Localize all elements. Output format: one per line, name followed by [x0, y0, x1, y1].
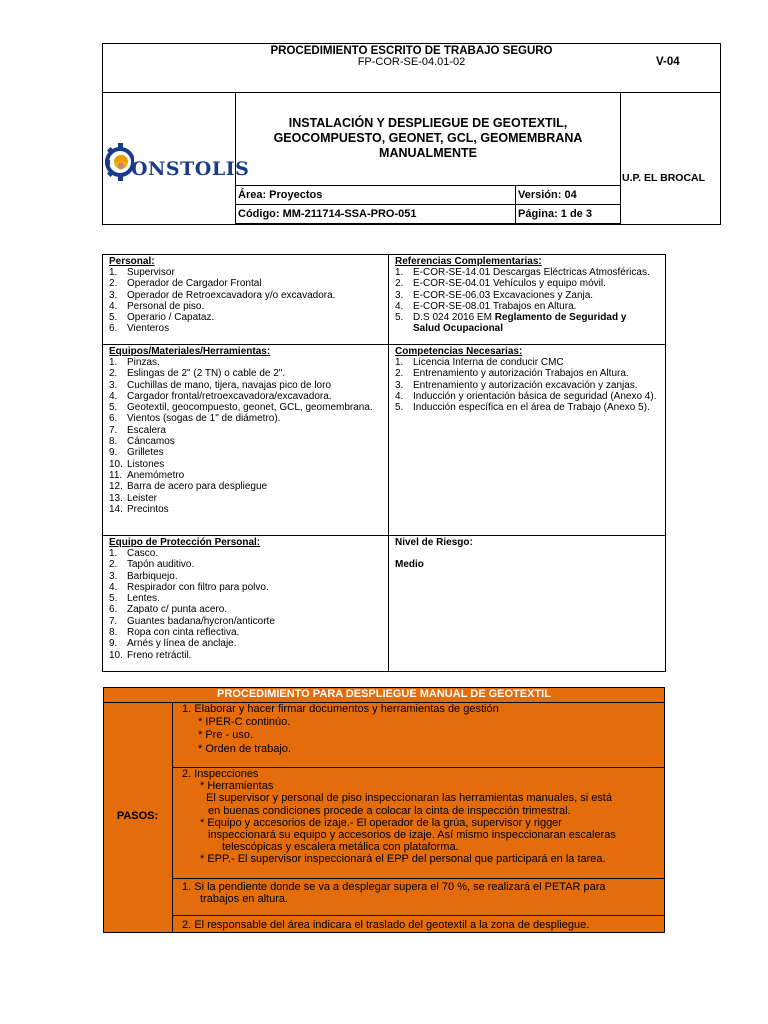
item-text: E-COR-SE-06.03 Excavaciones y Zanja. [413, 289, 594, 301]
item-text: Cuchillas de mano, tijera, navajas pico de loro [127, 379, 331, 391]
list-item [109, 470, 383, 481]
item-text: Listones [127, 458, 165, 470]
equipment-heading: Equipos/Materiales/Herramientas: [109, 346, 271, 357]
item-text: Barbiquejo. [127, 570, 178, 582]
item-number: 1. [395, 267, 404, 278]
item-text: Arnés y línea de anclaje. [127, 638, 237, 650]
item-number: 1. [109, 267, 118, 278]
personal-heading: Personal: [109, 256, 155, 267]
list-item [109, 459, 383, 470]
item-text: Precintos [127, 503, 169, 515]
item-text: Personal de piso. [127, 300, 205, 312]
item-text: Grilletes [127, 447, 164, 459]
references-list [395, 267, 659, 312]
list-item [395, 368, 659, 379]
item-number: 2. [109, 559, 118, 571]
area-label: Área: Proyectos [238, 189, 323, 201]
ppe-section [109, 537, 383, 661]
item-number: 9. [109, 447, 118, 459]
item-number: 11. [109, 469, 123, 481]
list-item [109, 380, 383, 391]
item-number: 5. [109, 593, 118, 605]
title-line: MANUALMENTE [379, 146, 477, 160]
risk-value: Medio [395, 559, 424, 570]
risk-section [395, 537, 659, 570]
item-text: Respirador con filtro para polvo. [127, 581, 269, 593]
step-line: 2. Inspecciones [182, 768, 259, 780]
list-item [395, 391, 659, 402]
references-heading: Referencias Complementarias: [395, 256, 542, 267]
item-text: Ropa con cinta reflectiva. [127, 627, 240, 639]
list-item [109, 436, 383, 447]
item-text: Eslingas de 2" (2 TN) o cable de 2". [127, 368, 286, 380]
list-item [109, 604, 383, 615]
list-item [395, 290, 659, 301]
list-item [109, 493, 383, 504]
item-number: 1. [109, 357, 118, 368]
list-item [395, 301, 659, 312]
list-item [109, 402, 383, 413]
item-number: 4. [109, 581, 118, 593]
list-item [109, 616, 383, 627]
list-item [109, 582, 383, 593]
header-divider [102, 92, 721, 93]
item-number: 5. [109, 312, 118, 324]
item-number: 14. [109, 503, 123, 515]
item-text: E-COR-SE-08.01 Trabajos en Altura. [413, 300, 577, 312]
unit-label: U.P. EL BROCAL [622, 172, 706, 184]
competencies-section [395, 346, 659, 413]
item-text: Operador de Cargador Frontal [127, 278, 262, 290]
info-row-divider [102, 344, 666, 345]
form-version: V-04 [656, 56, 680, 68]
item-number: 2. [395, 278, 404, 290]
step-line: 2. El responsable del área indicara el traslado del geotextil a la zona de despliegue. [182, 919, 590, 931]
step-divider [172, 915, 665, 916]
item-text [413, 312, 659, 335]
references-list-item5 [395, 312, 659, 335]
list-item [109, 627, 383, 638]
item-number: 10. [109, 458, 123, 470]
step-transport [182, 919, 662, 931]
list-item [109, 548, 383, 559]
item-text: Supervisor [127, 267, 175, 278]
competencies-heading: Competencias Necesarias: [395, 346, 523, 357]
ppe-list [109, 548, 383, 661]
step-line: * Orden de trabajo. [198, 742, 291, 755]
list-item [109, 278, 385, 289]
item-text: Operador de Retroexcavadora y/o excavadora. [127, 289, 336, 301]
item-number: 8. [109, 436, 118, 448]
item-number: 7. [109, 615, 118, 627]
pasos-label: PASOS: [116, 810, 159, 822]
list-item [109, 357, 383, 368]
title-line: INSTALACIÓN Y DESPLIEGUE DE GEOTEXTIL, [288, 116, 568, 130]
pasos-col-divider [172, 702, 173, 933]
company-logo [104, 140, 250, 186]
item-number: 2. [109, 368, 118, 380]
item-number: 4. [109, 390, 118, 402]
equipment-section [109, 346, 383, 515]
item-number: 5. [109, 402, 118, 414]
item-text: Escalera [127, 424, 166, 436]
item-text-prefix: D.S 024 2016 EM [413, 312, 492, 324]
list-item [109, 593, 383, 604]
equipment-list [109, 357, 383, 515]
step-documents [182, 703, 662, 755]
step-line: 1. Elaborar y hacer firmar documentos y herramientas de gestión [182, 703, 499, 715]
item-text: Tapón auditivo. [127, 559, 195, 571]
item-text: Entrenamiento y autorización excavación y zanjas. [413, 379, 638, 391]
item-text: Geotextil, geocompuesto, geonet, GCL, geomembrana. [127, 402, 373, 414]
item-number: 3. [109, 379, 118, 391]
references-section [395, 256, 659, 335]
page-label: Página: 1 de 3 [518, 208, 592, 220]
item-number: 4. [395, 390, 404, 402]
item-number: 4. [109, 300, 118, 312]
list-item [109, 413, 383, 424]
list-item [395, 278, 659, 289]
item-text: Lentes. [127, 593, 160, 605]
item-number: 3. [109, 570, 118, 582]
item-number: 7. [109, 424, 118, 436]
personal-list [109, 267, 385, 335]
procedure-table-title: PROCEDIMIENTO PARA DESPLIEGUE MANUAL DE GEOTEXTIL [217, 688, 551, 700]
list-item [395, 402, 659, 413]
info-col-divider [388, 254, 389, 672]
item-number: 4. [395, 300, 404, 312]
item-number: 9. [109, 638, 118, 650]
item-text: Operario / Capataz. [127, 312, 215, 324]
item-number: 5. [395, 312, 404, 324]
procedure-title [236, 116, 620, 161]
step-slope [182, 881, 662, 905]
item-text: Cáncamos [127, 436, 175, 448]
list-item [395, 357, 659, 368]
item-number: 12. [109, 481, 123, 493]
item-number: 13. [109, 492, 123, 504]
list-item [109, 368, 383, 379]
item-number: 1. [109, 548, 118, 559]
list-item [109, 571, 383, 582]
document-type-title: PROCEDIMIENTO ESCRITO DE TRABAJO SEGURO [270, 45, 553, 57]
list-item [109, 323, 385, 334]
unit-cell-divider [620, 92, 621, 225]
gear-logo-icon [104, 140, 134, 184]
item-number: 5. [395, 402, 404, 414]
list-item [395, 380, 659, 391]
list-item [395, 312, 659, 335]
item-text: Anemómetro [127, 469, 185, 481]
step-inspections [182, 768, 662, 866]
step-line: trabajos en altura. [200, 893, 289, 906]
item-text: Leister [127, 492, 158, 504]
title-line: GEOCOMPUESTO, GEONET, GCL, GEOMEMBRANA [273, 131, 583, 145]
item-text: Cargador frontal/retroexcavadora/excavadora. [127, 390, 332, 402]
step-line: * Pre - uso. [198, 729, 254, 742]
list-item [109, 290, 385, 301]
item-text: Guantes badana/hycron/anticorte [127, 615, 275, 627]
version-label: Versión: 04 [518, 189, 577, 201]
item-number: 6. [109, 413, 118, 425]
list-item [109, 425, 383, 436]
item-number: 2. [109, 278, 118, 290]
logo-text: ONSTOLIS [131, 158, 250, 180]
item-text-bold: Salud Ocupacional [413, 323, 504, 335]
step-line: * Herramientas [200, 780, 274, 793]
step-line: telescópicas y escalera metálica con plataforma. [222, 841, 459, 854]
list-item [109, 447, 383, 458]
item-text: Vienteros [127, 323, 170, 335]
item-number: 6. [109, 323, 118, 335]
step-line: El supervisor y personal de piso inspeccionaran las herramientas manuales, si está [206, 792, 612, 805]
item-text: E-COR-SE-14.01 Descargas Eléctricas Atmosféricas. [413, 267, 650, 278]
step-line: inspeccionará su equipo y accesorios de izaje. Así mismo inspeccionaran escaleras [208, 829, 616, 842]
item-number: 1. [395, 357, 404, 368]
list-item [109, 267, 385, 278]
list-item [109, 312, 385, 323]
step-line: * EPP.- El supervisor inspeccionará el EPP del personal que participará en la tarea. [200, 853, 606, 866]
item-text: Freno retráctil. [127, 649, 192, 661]
item-text: E-COR-SE-04.01 Vehículos y equipo móvil. [413, 278, 606, 290]
item-text: Vientos (sogas de 1" de diámetro). [127, 413, 281, 425]
item-text: Barra de acero para despliegue [127, 481, 268, 493]
item-text: Zapato c/ punta acero. [127, 604, 228, 616]
step-line: * IPER-C continúo. [198, 716, 291, 729]
risk-heading: Nivel de Riesgo: [395, 537, 473, 548]
item-text: Casco. [127, 548, 159, 559]
step-line: 1. Si la pendiente donde se va a desplegar supera el 70 %, se realizará el PETAR para [182, 881, 606, 893]
form-code: FP-COR-SE-04.01-02 [357, 56, 466, 68]
info-row-divider [102, 535, 666, 536]
item-text: Pinzas. [127, 357, 160, 368]
list-item [109, 638, 383, 649]
competencies-list [395, 357, 659, 413]
item-text: Entrenamiento y autorización Trabajos en Altura. [413, 368, 629, 380]
item-number: 3. [395, 289, 404, 301]
list-item [109, 481, 383, 492]
list-item [109, 301, 385, 312]
item-number: 3. [109, 289, 118, 301]
ppe-heading: Equipo de Protección Personal: [109, 537, 261, 548]
item-text: Licencia Interna de conducir CMC [413, 357, 564, 368]
code-label: Código: MM-211714-SSA-PRO-051 [238, 208, 417, 220]
item-text: Inducción específica en el área de Trabajo (Anexo 5). [413, 402, 650, 414]
step-line: * Equipo y accesorios de izaje.- El operador de la grúa, supervisor y rigger [200, 816, 562, 829]
list-item [109, 391, 383, 402]
list-item [109, 504, 383, 515]
item-number: 8. [109, 627, 118, 639]
item-number: 3. [395, 379, 404, 391]
step-line: en buenas condiciones procede a colocar la cinta de inspección trimestral. [208, 804, 571, 817]
list-item [109, 559, 383, 570]
item-number: 6. [109, 604, 118, 616]
list-item [109, 650, 383, 661]
personal-section [109, 256, 385, 335]
item-text-bold: Reglamento de Seguridad y [494, 312, 627, 324]
step-divider [172, 878, 665, 879]
item-number: 10. [109, 649, 123, 661]
item-number: 2. [395, 368, 404, 380]
list-item [395, 267, 659, 278]
meta-grid-bottom [235, 223, 621, 224]
item-text: Inducción y orientación básica de seguridad (Anexo 4). [413, 390, 657, 402]
